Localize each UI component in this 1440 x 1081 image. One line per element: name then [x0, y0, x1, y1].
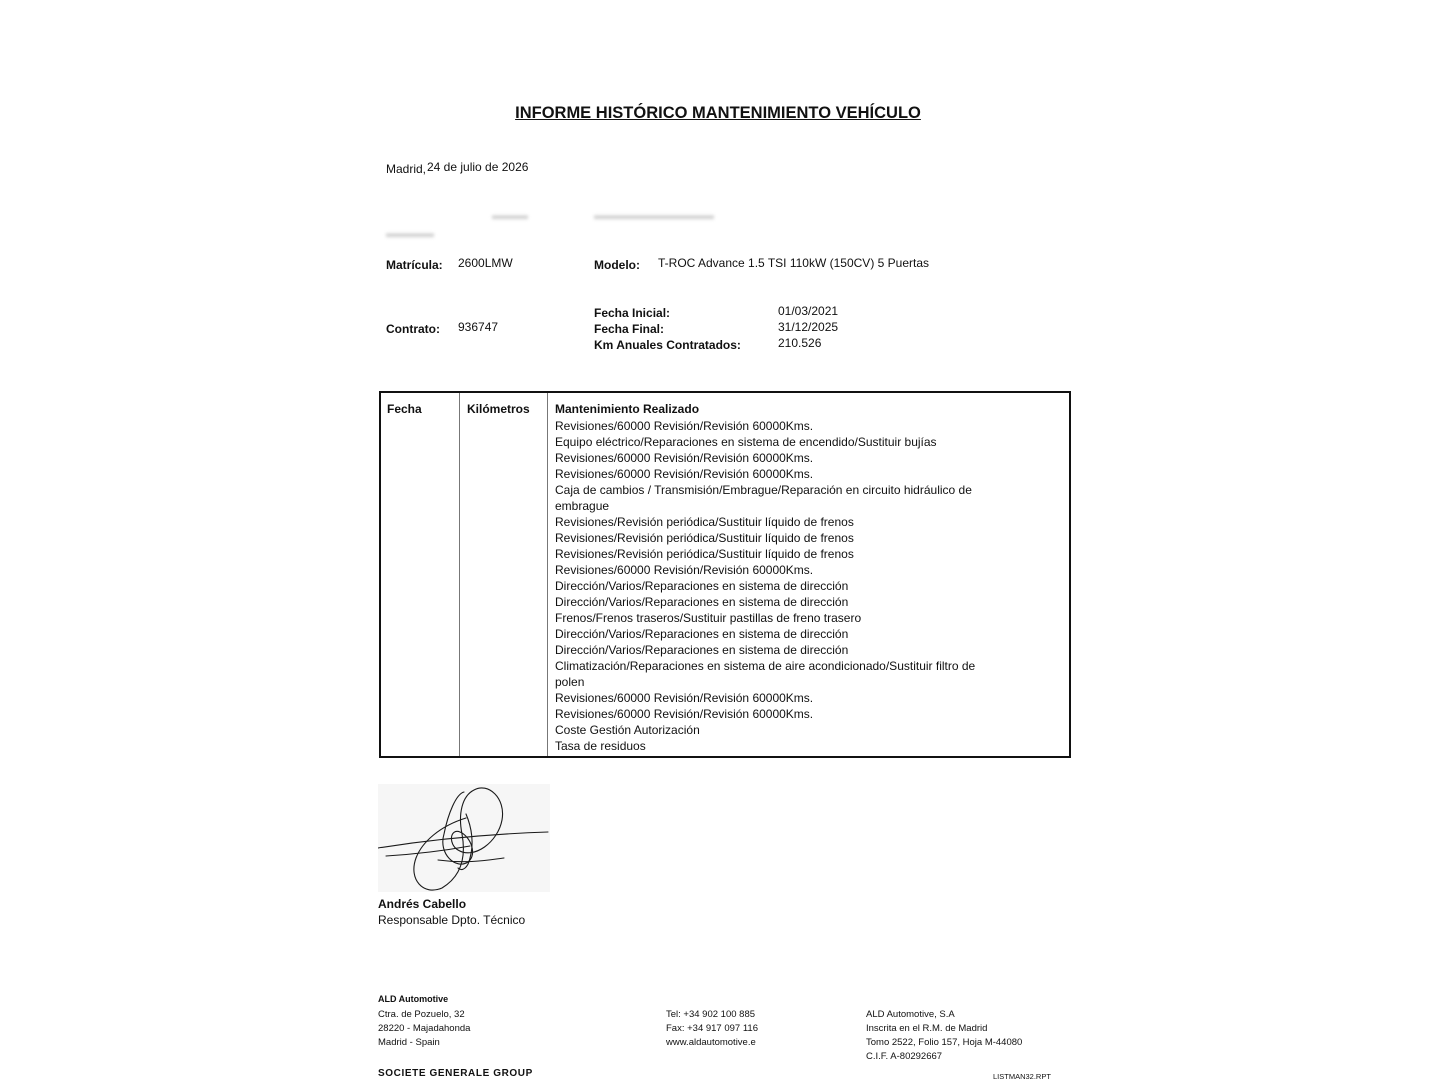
redacted-user-label: ▬▬▬▬: [386, 226, 434, 240]
signature-image: [378, 784, 550, 892]
contact-phone: Tel: +34 902 100 885: [666, 1009, 756, 1020]
signatory-name: Andrés Cabello: [378, 897, 467, 911]
list-item: Equipo eléctrico/Reparaciones en sistema de encendido/Sustituir bujías: [555, 435, 937, 449]
fecha-final-label: Fecha Final:: [594, 322, 665, 336]
list-item: Revisiones/60000 Revisión/Revisión 60000Kms.: [555, 451, 814, 465]
list-item: Revisiones/Revisión periódica/Sustituir líquido de frenos: [555, 531, 854, 545]
km-label: Km Anuales Contratados:: [594, 338, 741, 352]
footer-company: ALD Automotive: [378, 994, 449, 1004]
maintenance-table: [379, 391, 1071, 758]
list-item: polen: [555, 675, 585, 689]
fecha-inicial-label: Fecha Inicial:: [594, 306, 671, 320]
legal-line: ALD Automotive, S.A: [866, 1009, 955, 1020]
contact-website[interactable]: www.aldautomotive.e: [666, 1037, 756, 1048]
column-divider: [459, 393, 460, 756]
list-item: Climatización/Reparaciones en sistema de aire acondicionado/Sustituir filtro de: [555, 659, 976, 673]
modelo-value: T-ROC Advance 1.5 TSI 110kW (150CV) 5 Puertas: [658, 256, 930, 270]
document-title: INFORME HISTÓRICO MANTENIMIENTO VEHÍCULO: [515, 104, 921, 122]
redacted-user-name: ▬▬▬▬▬▬▬▬▬▬: [594, 208, 714, 222]
list-item: Revisiones/60000 Revisión/Revisión 60000Kms.: [555, 419, 814, 433]
signatory-role: Responsable Dpto. Técnico: [378, 913, 526, 927]
report-code: LISTMAN32.RPT: [993, 1072, 1051, 1081]
header-fecha: Fecha: [387, 402, 422, 416]
footer-contact: [666, 1008, 758, 1050]
list-item: Revisiones/60000 Revisión/Revisión 60000Kms.: [555, 707, 814, 721]
modelo-label: Modelo:: [594, 258, 640, 272]
footer-legal: [866, 1008, 1022, 1064]
list-item: Revisiones/60000 Revisión/Revisión 60000Kms.: [555, 691, 814, 705]
societe-generale-logo: SOCIETE GENERALE GROUP: [378, 1068, 533, 1079]
address-line: 28220 - Majadahonda: [378, 1023, 471, 1034]
list-item: embrague: [555, 499, 610, 513]
list-item: Revisiones/Revisión periódica/Sustituir líquido de frenos: [555, 515, 854, 529]
header-mantenimiento: Mantenimiento Realizado: [555, 402, 700, 416]
address-line: Ctra. de Pozuelo, 32: [378, 1009, 465, 1020]
contrato-value: 936747: [458, 320, 499, 334]
address-line: Madrid - Spain: [378, 1037, 440, 1048]
contrato-label: Contrato:: [386, 322, 440, 336]
legal-line: Tomo 2522, Folio 157, Hoja M-44080: [866, 1037, 1023, 1048]
km-value: 210.526: [778, 336, 822, 350]
list-item: Frenos/Frenos traseros/Sustituir pastillas de freno trasero: [555, 611, 862, 625]
header-kilometros: Kilómetros: [467, 402, 530, 416]
list-item: Revisiones/60000 Revisión/Revisión 60000Kms.: [555, 467, 814, 481]
column-divider: [547, 393, 548, 756]
matricula-value: 2600LMW: [458, 256, 513, 270]
legal-line: C.I.F. A-80292667: [866, 1051, 943, 1062]
matricula-label: Matrícula:: [386, 258, 443, 272]
list-item: Revisiones/Revisión periódica/Sustituir líquido de frenos: [555, 547, 854, 561]
fecha-inicial-value: 01/03/2021: [778, 304, 839, 318]
date-city: Madrid,: [386, 162, 427, 176]
list-item: Dirección/Varios/Reparaciones en sistema de dirección: [555, 595, 849, 609]
list-item: Coste Gestión Autorización: [555, 723, 700, 737]
list-item: Dirección/Varios/Reparaciones en sistema de dirección: [555, 643, 849, 657]
contact-fax: Fax: +34 917 097 116: [666, 1023, 758, 1034]
list-item: Caja de cambios / Transmisión/Embrague/Reparación en circuito hidráulico de: [555, 483, 972, 497]
report-date: 24 de julio de 2026: [427, 160, 529, 174]
list-item: Dirección/Varios/Reparaciones en sistema de dirección: [555, 627, 849, 641]
footer-address: [378, 1008, 470, 1050]
list-item: Revisiones/60000 Revisión/Revisión 60000Kms.: [555, 563, 814, 577]
fecha-final-value: 31/12/2025: [778, 320, 839, 334]
list-item: Tasa de residuos: [555, 739, 646, 753]
redacted-user-id: ▬▬▬: [492, 208, 528, 222]
list-item: Dirección/Varios/Reparaciones en sistema de dirección: [555, 579, 849, 593]
legal-line: Inscrita en el R.M. de Madrid: [866, 1023, 988, 1034]
maintenance-list: [555, 418, 975, 754]
